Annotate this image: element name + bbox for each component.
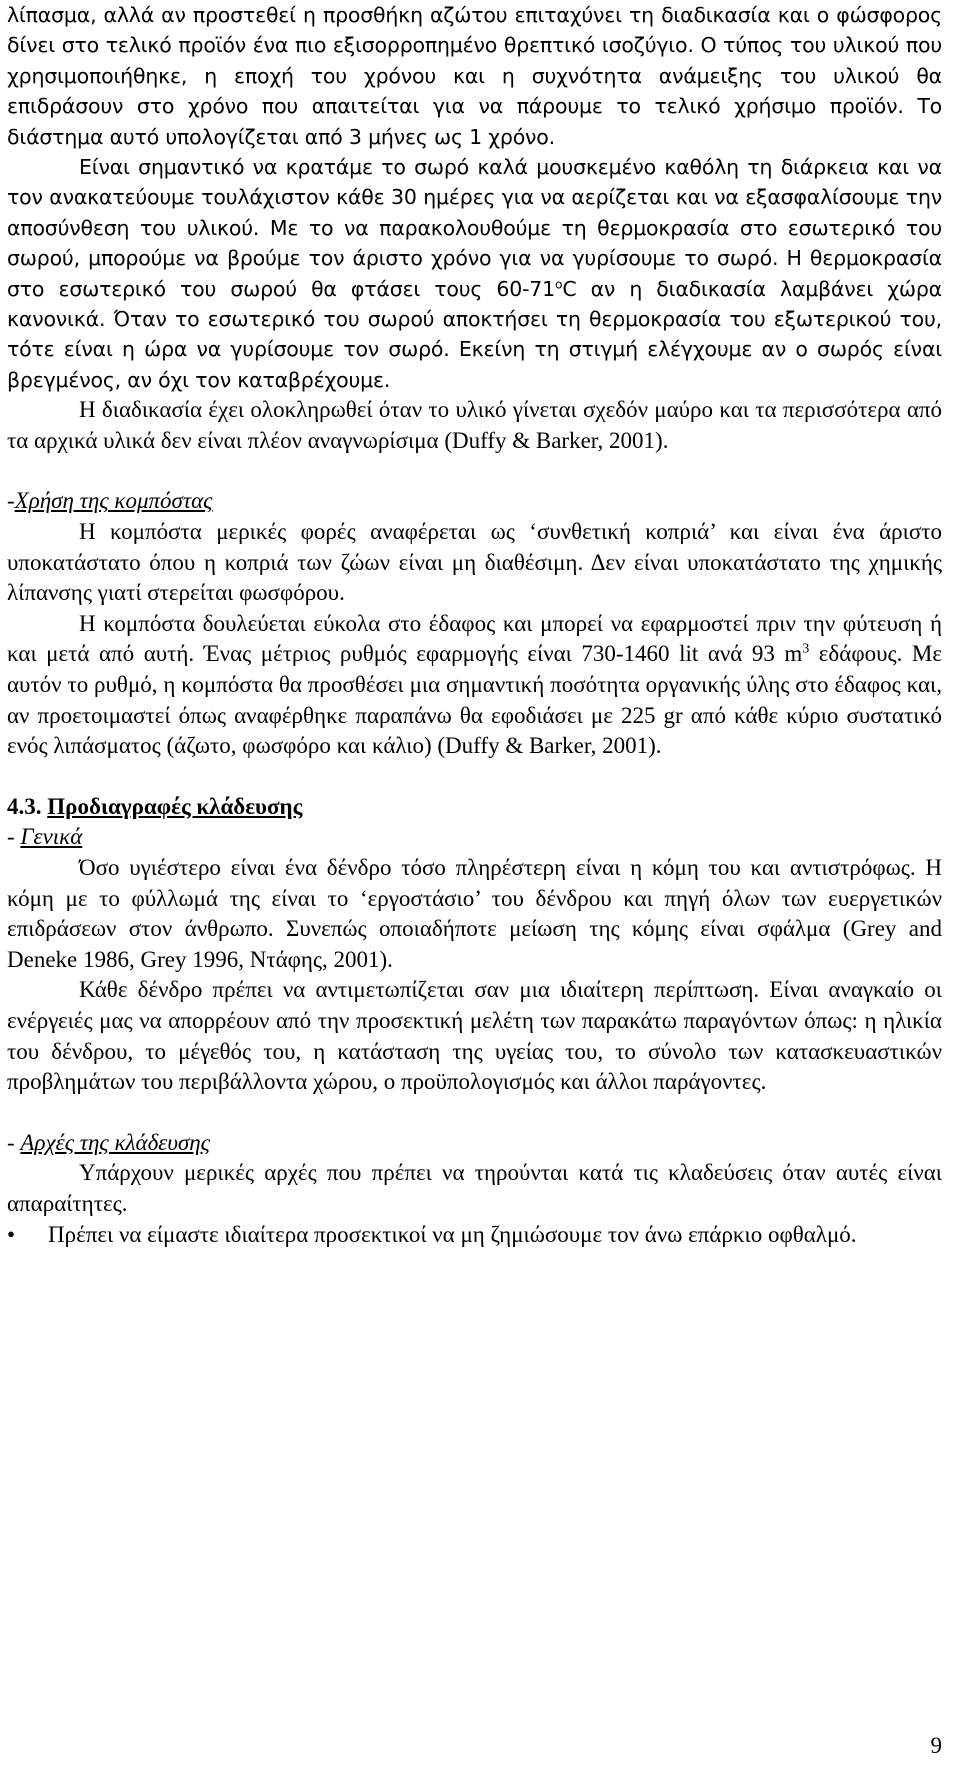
page-number: 9 <box>930 1733 942 1758</box>
paragraph-principles: Υπάρχουν μερικές αρχές που πρέπει να τηρούνται κατά τις κλαδεύσεις όταν αυτές είναι απαραίτητες. <box>7 1160 942 1216</box>
bullet-item-text: Πρέπει να είμαστε ιδιαίτερα προσεκτικοί να μη ζημιώσουμε τον άνω επάρκιο οφθαλμό. <box>48 1221 857 1247</box>
general-heading <box>7 822 942 853</box>
section-title: Προδιαγραφές κλάδευσης <box>47 793 303 819</box>
principles-heading-dash: - <box>7 1129 21 1155</box>
bullet-icon: • <box>7 1221 16 1247</box>
paragraph-intro: λίπασμα, αλλά αν προστεθεί η προσθήκη αζώτου επιταχύνει τη διαδικασία και ο φώσφορος δίνει στο τελικό προϊόν ένα πιο εξισορροπημένο θρεπτικό ισοζύγιο. Ο τύπος του υλικού που χρησιμοποιήθηκε, η εποχή του χρόνου και η συχνότητα ανάμειξης του υλικού θα επιδράσουν στο χρόνο που απαιτείται για να πάρουμε το τελικό χρήσιμο προϊόν. Το διάστημα αυτό υπολογίζεται από 3 μήνες ως 1 χρόνο. <box>7 3 942 149</box>
section-number: 4.3. <box>7 793 42 819</box>
paragraph-turning <box>7 152 942 395</box>
paragraph-general-2: Κάθε δένδρο πρέπει να αντιμετωπίζεται σαν μια ιδιαίτερη περίπτωση. Είναι αναγκαίο οι ενέργειές μας να απορρέουν από την προσεκτική μελέτη των παρακάτω παραγόντων όπως: η ηλικία του δένδρου, το μέγεθός του, η κατάσταση της υγείας του, το σύνολο των κατασκευαστικών προβλημάτων του περιβάλλοντα χώρου, ο προϋπολογισμός και άλλοι παράγοντες. <box>7 977 942 1095</box>
paragraph-compost-2-b: εδάφους. Με αυτόν το ρυθμό, η κομπόστα θα προσθέσει μια σημαντική ποσότητα οργανικής ύλης στο έδαφος και, αν προετοιμαστεί όπως αναφέρθηκε παραπάνω θα εφοδιάσει με 225 gr από κάθε κύριο συστατικό ενός λιπάσματος (άζωτο, φωσφόρο και κάλιο) (Duffy & Barker, 2001). <box>7 641 942 759</box>
general-heading-dash: - <box>7 824 21 850</box>
paragraph-turning-text-b: C αν η διαδικασία λαμβάνει χώρα κανονικά. Όταν το εσωτερικό του σωρού αποκτήσει τη θερμοκρασία του εξωτερικού του, τότε είναι η ώρα να γυρίσουμε τον σωρό. Εκείνη τη στιγμή ελέγχουμε αν ο σωρός είναι βρεγμένος, αν όχι τον καταβρέχουμε. <box>7 276 942 392</box>
bullet-item <box>7 1220 942 1251</box>
general-heading-title: Γενικά <box>20 824 83 850</box>
principles-heading-title: Αρχές της κλάδευσης <box>20 1129 210 1155</box>
paragraph-turning-text-a: Είναι σημαντικό να κρατάμε το σωρό καλά μουσκεμένο καθόλη τη διάρκεια και να τον ανακατεύουμε τουλάχιστον κάθε 30 ημέρες για να αερίζεται και να εξασφαλίσουμε την αποσύνθεση του υλικού. Με το να παρακολουθούμε τη θερμοκρασία στο εσωτερικό του σωρού, μπορούμε να βρούμε τον άριστο χρόνο για να γυρίσουμε το σωρό. Η θερμοκρασία στο εσωτερικό του σωρού θα φτάσει τους 60-71 <box>7 155 942 301</box>
paragraph-compost-1: Η κομπόστα μερικές φορές αναφέρεται ως ‘συνθετική κοπριά’ και είναι ένα άριστο υποκατάστατο όπου η κοπριά των ζώων είναι μη διαθέσιμη. Δεν είναι υποκατάστατο της χημικής λίπανσης γιατί στερείται φωσφόρου. <box>7 519 942 606</box>
compost-heading-title: Χρήση της κομπόστας <box>14 488 213 514</box>
paragraph-general-1: Όσο υγιέστερο είναι ένα δένδρο τόσο πληρέστερη είναι η κόμη του και αντιστρόφως. Η κόμη με το φύλλωμά της είναι το ‘εργοστάσιο’ του δένδρου και πηγή όλων των ευεργετικών επιδράσεων στον άνθρωπο. Συνεπώς οποιαδήποτε μείωση της κόμης είναι σφάλμα (Grey and Deneke 1986, Grey 1996, Ντάφης, 2001). <box>7 855 942 972</box>
cubic-superscript: 3 <box>802 641 810 657</box>
paragraph-compost-2-a: Η κομπόστα δουλεύεται εύκολα στο έδαφος και μπορεί να εφαρμοστεί πριν την φύτευση ή και μετά από αυτή. Ένας μέτριος ρυθμός εφαρμογής είναι 730-1460 lit ανά 93 m <box>7 610 942 667</box>
paragraph-completion: Η διαδικασία έχει ολοκληρωθεί όταν το υλικό γίνεται σχεδόν μαύρο και τα περισσότερα από τα αρχικά υλικά δεν είναι πλέον αναγνωρίσιμα (Duffy & Barker, 2001). <box>7 397 942 453</box>
principles-heading <box>7 1128 942 1159</box>
paragraph-compost-2 <box>7 609 942 762</box>
compost-heading <box>7 486 942 517</box>
compost-heading-dash: - <box>7 488 15 514</box>
section-heading <box>7 792 942 823</box>
degree-superscript: o <box>554 277 563 292</box>
